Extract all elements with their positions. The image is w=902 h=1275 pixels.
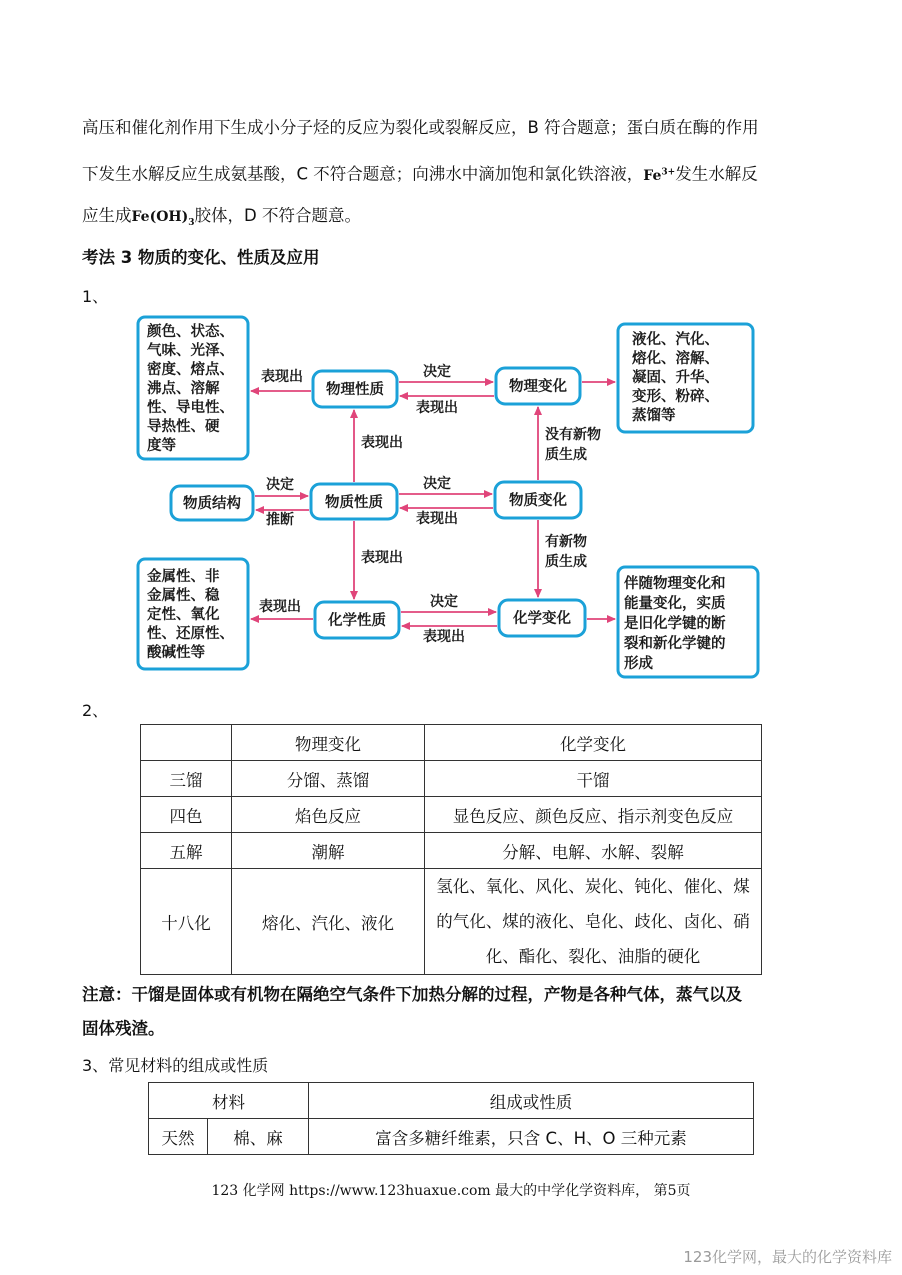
materials-table xyxy=(148,1082,754,1155)
row-chemical: 显色反应、颜色反应、指示剂变色反应 xyxy=(425,797,762,833)
row-chemical: 分解、电解、水解、裂解 xyxy=(425,833,762,869)
section-3-title: 3、常见材料的组成或性质 xyxy=(82,1056,269,1075)
label-decide-2: 决定 xyxy=(266,477,294,493)
chemical-examples-text: 金属性、非 金属性、稳 定性、氧化 性、还原性、 酸碱性等 xyxy=(147,569,234,661)
intro-line-1: 高压和催化剂作用下生成小分子烃的反应为裂化或裂解反应，B 符合题意；蛋白质在酶的作用 xyxy=(82,118,759,137)
item-number-1: 1、 xyxy=(82,287,109,306)
label-decide-4: 决定 xyxy=(430,594,458,610)
label-show-1: 表现出 xyxy=(261,369,303,385)
table-header-row xyxy=(149,1083,754,1119)
site-watermark: 123化学网，最大的化学资料库 xyxy=(683,1248,892,1266)
row-physical: 焰色反应 xyxy=(232,797,425,833)
intro-line-3-text-a: 应生成 xyxy=(82,206,132,225)
header-cell-physical: 物理变化 xyxy=(232,725,425,761)
physical-property-label: 物理性质 xyxy=(326,382,384,398)
header-cell-composition: 组成或性质 xyxy=(309,1083,754,1119)
label-show-4: 表现出 xyxy=(259,599,301,615)
change-classification-table xyxy=(140,724,762,975)
note-paragraph xyxy=(82,978,832,1046)
physical-examples-text: 颜色、状态、 气味、光泽、 密度、熔点、 沸点、溶解 性、导电性、 导热性、硬 度等 xyxy=(147,324,234,454)
row-chemical-line-3: 化、酯化、裂化、油脂的硬化 xyxy=(485,947,701,966)
ferric-ion: $Fe^{3+}$ xyxy=(643,167,676,184)
row-label: 十八化 xyxy=(141,869,232,975)
matter-change-property-diagram xyxy=(135,314,765,684)
row-chemical xyxy=(425,869,762,975)
row-chemical-line-1: 氢化、氧化、风化、炭化、钝化、催化、煤 xyxy=(436,877,750,896)
label-new-substance: 有新物 质生成 xyxy=(545,534,587,570)
table-header-row xyxy=(141,725,762,761)
row-chemical-line-2: 的气化、煤的液化、皂化、歧化、卤化、硝 xyxy=(436,912,750,931)
intro-line-2-text-b: 发生水解反 xyxy=(675,164,758,184)
intro-paragraph xyxy=(82,106,832,238)
physical-change-examples-text: 液化、汽化、 熔化、溶解、 凝固、升华、 变形、粉碎、 蒸馏等 xyxy=(632,332,719,424)
matter-change-label: 物质变化 xyxy=(509,493,567,509)
table-row xyxy=(141,797,762,833)
note-line-1: 注意：干馏是固体或有机物在隔绝空气条件下加热分解的过程，产物是各种气体，蒸气以及 xyxy=(82,985,742,1004)
item-number-2: 2、 xyxy=(82,701,109,720)
table-row xyxy=(141,833,762,869)
matter-property-label: 物质性质 xyxy=(325,495,383,511)
section-heading: 考法 3 物质的变化、性质及应用 xyxy=(82,248,320,267)
header-cell-chemical: 化学变化 xyxy=(425,725,762,761)
row-chemical: 干馏 xyxy=(425,761,762,797)
label-show-up: 表现出 xyxy=(361,435,403,451)
intro-line-2 xyxy=(82,150,832,194)
label-show-down: 表现出 xyxy=(361,550,403,566)
label-show-3: 表现出 xyxy=(416,511,458,527)
intro-line-2-text-a: 下发生水解反应生成氨基酸，C 不符合题意；向沸水中滴加饱和氯化铁溶液， xyxy=(82,164,644,184)
label-infer: 推断 xyxy=(266,512,294,528)
row-physical: 熔化、汽化、液化 xyxy=(232,869,425,975)
table-row xyxy=(141,761,762,797)
row-category: 天然 xyxy=(149,1119,208,1155)
matter-structure-label: 物质结构 xyxy=(183,496,241,512)
note-line-2: 固体残渣。 xyxy=(82,1019,165,1038)
row-label: 五解 xyxy=(141,833,232,869)
label-show-5: 表现出 xyxy=(423,629,465,645)
label-show-2: 表现出 xyxy=(416,400,458,416)
page-footer: 123 化学网 https://www.123huaxue.com 最大的中学化学资料库， 第5页 xyxy=(211,1183,691,1199)
ferric-hydroxide-formula: $Fe(OH)_3$ xyxy=(131,209,195,228)
table-row xyxy=(141,869,762,975)
row-label: 四色 xyxy=(141,797,232,833)
chemical-change-examples-text: 伴随物理变化和 能量变化，实质 是旧化学键的断 裂和新化学键的 形成 xyxy=(624,576,726,672)
intro-line-3 xyxy=(82,194,832,238)
label-decide-3: 决定 xyxy=(423,476,451,492)
row-label: 三馏 xyxy=(141,761,232,797)
label-decide-1: 决定 xyxy=(423,364,451,380)
row-composition: 富含多糖纤维素，只含 C、H、O 三种元素 xyxy=(309,1119,754,1155)
row-physical: 潮解 xyxy=(232,833,425,869)
intro-line-3-text-b: 胶体，D 不符合题意。 xyxy=(194,206,361,225)
header-cell-material: 材料 xyxy=(149,1083,309,1119)
physical-change-label: 物理变化 xyxy=(509,379,567,395)
table-row xyxy=(149,1119,754,1155)
chemical-property-label: 化学性质 xyxy=(328,613,386,629)
chemical-change-label: 化学变化 xyxy=(513,611,571,627)
row-material: 棉、麻 xyxy=(208,1119,309,1155)
row-physical: 分馏、蒸馏 xyxy=(232,761,425,797)
header-cell-empty xyxy=(141,725,232,761)
label-no-new-substance: 没有新物 质生成 xyxy=(545,427,601,463)
